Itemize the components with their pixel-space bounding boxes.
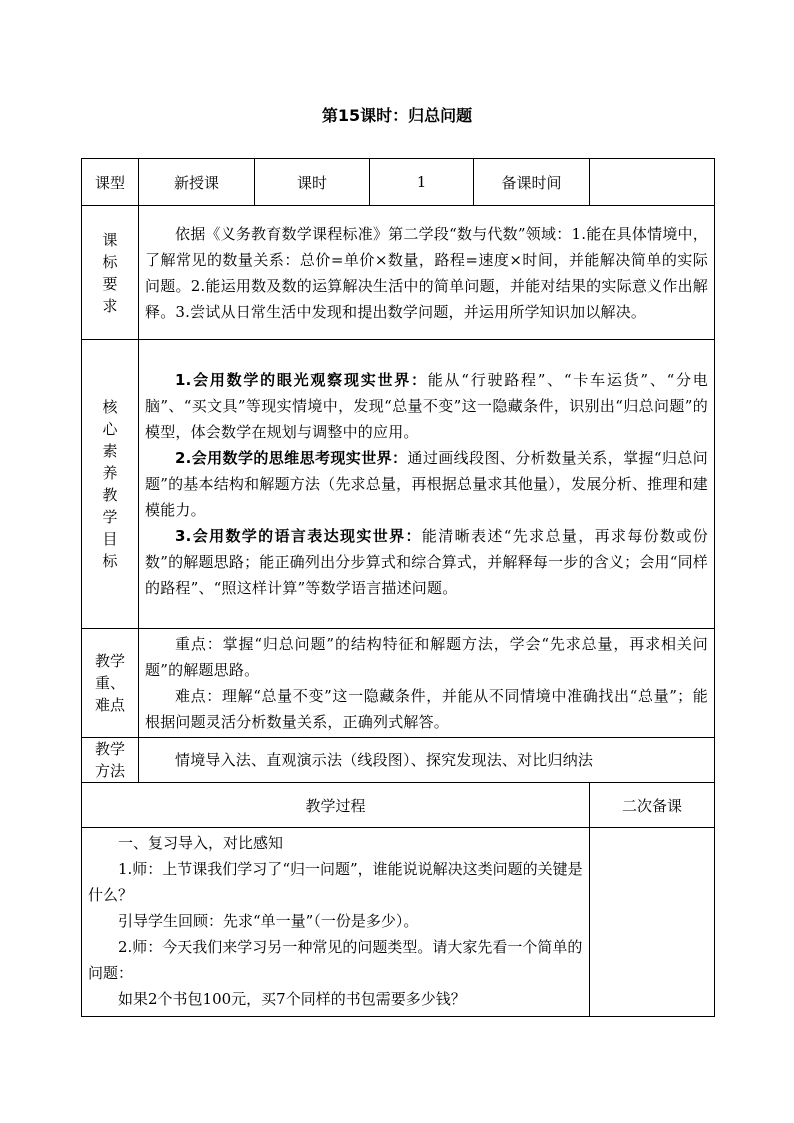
prep-time-value — [590, 159, 715, 206]
page-title: 第15课时：归总问题 — [321, 106, 473, 125]
goal-heading: 1.会用数学的眼光观察现实世界： — [175, 371, 428, 389]
header-row — [82, 159, 715, 206]
lesson-plan-table — [81, 158, 715, 1017]
goal-item — [145, 445, 708, 523]
goal-text: 通过画线段图、分析数量关系，掌握“归总问题”的基本结构和解题方法（先求总量，再根据总量求其他量），发展分析、推理和建模能力。 — [145, 449, 708, 519]
goal-item — [145, 523, 708, 601]
type-value: 新授课 — [139, 159, 255, 206]
process-line: 2.师：今天我们来学习另一种常见的问题类型。请大家先看一个简单的问题： — [88, 938, 583, 982]
difficult-point-text: 难点：理解“总量不变”这一隐藏条件，并能从不同情境中准确找出“总量”；能根据问题灵活分析数量关系，正确列式解答。 — [145, 687, 708, 731]
process-line: 引导学生回顾：先求“单一量”（一份是多少）。 — [118, 912, 419, 930]
goal-text: 能从“行驶路程”、“卡车运货”、“分电脑”、“买文具”等现实情境中，发现“总量不变”这一隐藏条件，识别出“归总问题”的模型，体会数学在规划与调整中的应用。 — [145, 371, 708, 441]
goal-heading: 3.会用数学的语言表达现实世界： — [175, 527, 422, 545]
process-header: 教学过程 — [82, 783, 590, 828]
prep-time-label: 备课时间 — [474, 159, 590, 206]
period-value: 1 — [370, 159, 474, 206]
process-line: 如果2个书包100元，买7个同样的书包需要多少钱？ — [118, 990, 466, 1008]
goal-item — [145, 367, 708, 445]
process-row — [82, 828, 715, 1017]
type-label: 课型 — [82, 159, 139, 206]
key-point-text: 重点：掌握“归总问题”的结构特征和解题方法，学会“先求总量，再求相关问题”的解题思路。 — [145, 635, 708, 679]
goals-row — [82, 340, 715, 629]
process-line: 一、复习导入，对比感知 — [118, 834, 284, 852]
process-line: 1.师：上节课我们学习了“归一问题”，谁能说说解决这类问题的关键是什么？ — [88, 860, 583, 904]
methods-row — [82, 738, 715, 783]
key-points-row — [82, 629, 715, 738]
standard-row — [82, 206, 715, 340]
methods-text: 情境导入法、直观演示法（线段图）、探究发现法、对比归纳法 — [175, 751, 594, 769]
key-points-label: 教学重、难点 — [94, 652, 125, 714]
goal-text: 能清晰表述“先求总量，再求每份数或份数”的解题思路；能正确列出分步算式和综合算式，并解释每一步的含义；会用“同样的路程”、“照这样计算”等数学语言描述问题。 — [145, 527, 708, 597]
standard-label: 课标要求 — [102, 230, 118, 315]
second-prep-cell — [590, 828, 715, 1017]
methods-label: 教学方法 — [94, 740, 125, 780]
standard-text: 依据《义务教育数学课程标准》第二学段“数与代数”领域：1.能在具体情境中，了解常见的数量关系：总价=单价×数量，路程=速度×时间，并能解决简单的实际问题。2.能运用数及数的运算解决生活中的简单问题，并能对结果的实际意义作出解释。3.尝试从日常生活中发现和提出数学问题，并运用所学知识加以解决。 — [145, 224, 708, 321]
goals-label: 核心素养教学目标 — [102, 398, 118, 570]
second-prep-header: 二次备课 — [590, 783, 715, 828]
process-header-row — [82, 783, 715, 828]
goal-heading: 2.会用数学的思维思考现实世界： — [175, 449, 408, 467]
period-label: 课时 — [255, 159, 370, 206]
